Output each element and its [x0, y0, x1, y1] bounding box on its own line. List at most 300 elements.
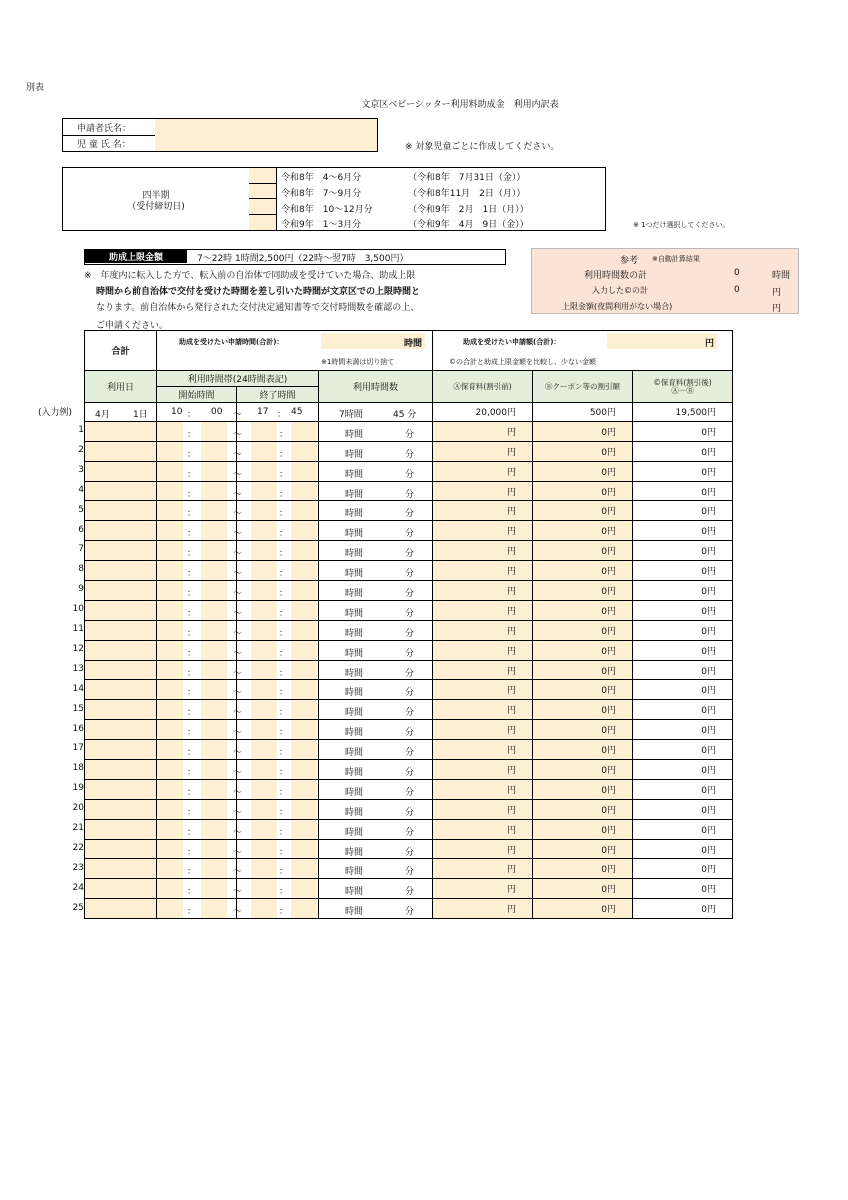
- start-hour-input[interactable]: [157, 740, 183, 759]
- form-title: 文京区ベビーシッター利用料助成金 利用内訳表: [361, 100, 559, 110]
- fee-input[interactable]: [433, 481, 533, 501]
- coupon-input[interactable]: [533, 600, 633, 620]
- col-net-line2: Ⓐ－Ⓑ: [671, 385, 694, 395]
- date-input[interactable]: [85, 899, 157, 919]
- range-tilde: ～: [233, 827, 243, 838]
- end-hour-input[interactable]: [251, 879, 277, 898]
- start-min-input[interactable]: [201, 760, 227, 779]
- coupon-input[interactable]: [533, 541, 633, 561]
- end-sep: ：: [279, 787, 289, 798]
- end-min-input[interactable]: [291, 581, 317, 600]
- net-value: 0円: [633, 859, 733, 879]
- end-hour-input[interactable]: [251, 501, 277, 520]
- start-sep: ：: [187, 529, 197, 540]
- row-number: 5: [78, 504, 84, 515]
- end-hour-input[interactable]: [251, 521, 277, 540]
- range-tilde: ～: [233, 589, 243, 600]
- date-input[interactable]: [85, 620, 157, 640]
- quarter-deadline-2: （令和8年11月 2日（月））: [408, 189, 526, 199]
- minutes-unit: 分: [405, 867, 415, 878]
- start-min-input[interactable]: [201, 621, 227, 640]
- coupon-value: 0円: [601, 905, 617, 916]
- coupon-input[interactable]: [533, 620, 633, 640]
- fee-input[interactable]: [433, 501, 533, 521]
- fee-input[interactable]: [433, 700, 533, 720]
- net-value: 0円: [633, 481, 733, 501]
- child-name-field[interactable]: [155, 135, 377, 151]
- child-name-label: 児 童 氏 名：: [77, 140, 131, 150]
- fee-input[interactable]: [433, 640, 533, 660]
- start-min-input[interactable]: [201, 700, 227, 719]
- date-input[interactable]: [85, 561, 157, 581]
- start-hour-input[interactable]: [157, 621, 183, 640]
- total-amount-cell: [433, 331, 733, 371]
- table-row: [85, 839, 733, 859]
- total-amount-note: ©の合計と助成上限金額を比較し、少ない金額: [449, 358, 597, 366]
- fee-unit: 円: [507, 885, 517, 896]
- fee-unit: 円: [507, 527, 517, 538]
- fee-input[interactable]: [433, 600, 533, 620]
- fee-input[interactable]: [433, 720, 533, 740]
- coupon-input[interactable]: [533, 501, 633, 521]
- end-min-input[interactable]: [291, 462, 317, 481]
- quarter-select-3[interactable]: [249, 199, 277, 215]
- end-min-input[interactable]: [291, 561, 317, 580]
- end-min-input[interactable]: [291, 680, 317, 699]
- quarter-deadline-3: （令和9年 2月 1日（月））: [408, 205, 529, 215]
- start-min-input[interactable]: [201, 442, 227, 461]
- total-hours-unit: 時間: [404, 339, 423, 349]
- net-value: 0円: [633, 521, 733, 541]
- start-min-input[interactable]: [201, 501, 227, 520]
- col-hours: 利用時間数: [319, 371, 433, 403]
- coupon-input[interactable]: [533, 561, 633, 581]
- row-number: 22: [72, 842, 84, 853]
- row-number: 21: [72, 823, 84, 833]
- coupon-input[interactable]: [533, 441, 633, 461]
- minutes-unit: 分: [405, 608, 415, 619]
- coupon-input[interactable]: [533, 421, 633, 441]
- end-min-input[interactable]: [291, 501, 317, 520]
- start-min-input[interactable]: [201, 482, 227, 501]
- coupon-input[interactable]: [533, 899, 633, 919]
- end-hour-input[interactable]: [251, 462, 277, 481]
- net-value: 0円: [633, 501, 733, 521]
- coupon-value: 0円: [601, 865, 617, 876]
- minutes-unit: 分: [405, 907, 415, 918]
- end-hour-input[interactable]: [251, 700, 277, 719]
- end-min-input[interactable]: [291, 720, 317, 739]
- fee-input[interactable]: [433, 779, 533, 799]
- start-min-input[interactable]: [201, 800, 227, 819]
- ref-net-label: 入力した©の計: [592, 286, 648, 295]
- start-hour-input[interactable]: [157, 800, 183, 819]
- total-amount-field[interactable]: [607, 333, 717, 349]
- date-input[interactable]: [85, 859, 157, 879]
- end-hour-input[interactable]: [251, 422, 277, 441]
- date-input[interactable]: [85, 521, 157, 541]
- date-input[interactable]: [85, 581, 157, 601]
- start-hour-input[interactable]: [157, 581, 183, 600]
- table-row: [85, 640, 733, 660]
- range-tilde: ～: [233, 708, 243, 719]
- coupon-input[interactable]: [533, 720, 633, 740]
- start-hour-input[interactable]: [157, 521, 183, 540]
- coupon-input[interactable]: [533, 779, 633, 799]
- start-hour-input[interactable]: [157, 482, 183, 501]
- end-hour-input[interactable]: [251, 899, 277, 918]
- date-input[interactable]: [85, 640, 157, 660]
- fee-unit: 円: [507, 865, 517, 876]
- hours-unit: 時間: [345, 589, 364, 600]
- start-sep: ：: [187, 887, 197, 898]
- end-min-input[interactable]: [291, 661, 317, 680]
- start-hour-input[interactable]: [157, 700, 183, 719]
- start-min-input[interactable]: [201, 521, 227, 540]
- start-min-input[interactable]: [201, 859, 227, 878]
- end-sep: ：: [279, 827, 289, 838]
- fee-unit: 円: [507, 785, 517, 796]
- start-hour-input[interactable]: [157, 820, 183, 839]
- net-value: 0円: [633, 561, 733, 581]
- start-hour-input[interactable]: [157, 641, 183, 660]
- quarter-select-4[interactable]: [249, 215, 277, 231]
- start-min-input[interactable]: [201, 661, 227, 680]
- fee-input[interactable]: [433, 839, 533, 859]
- date-input[interactable]: [85, 501, 157, 521]
- end-min-input[interactable]: [291, 521, 317, 540]
- start-hour-input[interactable]: [157, 661, 183, 680]
- fee-input[interactable]: [433, 740, 533, 760]
- end-sep: ：: [279, 628, 289, 639]
- net-value: 0円: [633, 660, 733, 680]
- end-hour-input[interactable]: [251, 601, 277, 620]
- date-input[interactable]: [85, 720, 157, 740]
- fee-input[interactable]: [433, 859, 533, 879]
- end-hour-input[interactable]: [251, 740, 277, 759]
- example-row: [85, 403, 733, 422]
- coupon-value: 0円: [601, 467, 617, 478]
- example-day: 1日: [133, 410, 148, 420]
- end-min-input[interactable]: [291, 482, 317, 501]
- end-min-input[interactable]: [291, 740, 317, 759]
- coupon-input[interactable]: [533, 640, 633, 660]
- end-hour-input[interactable]: [251, 621, 277, 640]
- start-hour-input[interactable]: [157, 541, 183, 560]
- date-input[interactable]: [85, 461, 157, 481]
- table-row: [85, 501, 733, 521]
- fee-unit: 円: [507, 765, 517, 776]
- end-min-input[interactable]: [291, 621, 317, 640]
- start-hour-input[interactable]: [157, 422, 183, 441]
- reference-title: 参考: [620, 256, 639, 266]
- start-min-input[interactable]: [201, 740, 227, 759]
- row-number: 7: [78, 544, 84, 555]
- end-min-input[interactable]: [291, 840, 317, 859]
- start-min-input[interactable]: [201, 641, 227, 660]
- end-hour-input[interactable]: [251, 780, 277, 799]
- coupon-input[interactable]: [533, 521, 633, 541]
- start-hour-input[interactable]: [157, 899, 183, 918]
- start-hour-input[interactable]: [157, 859, 183, 878]
- range-tilde: ～: [233, 489, 243, 500]
- date-input[interactable]: [85, 680, 157, 700]
- start-hour-input[interactable]: [157, 720, 183, 739]
- fee-input[interactable]: [433, 899, 533, 919]
- coupon-input[interactable]: [533, 760, 633, 780]
- range-tilde: ～: [233, 469, 243, 480]
- start-min-input[interactable]: [201, 601, 227, 620]
- end-sep: ：: [279, 648, 289, 659]
- end-min-input[interactable]: [291, 442, 317, 461]
- end-hour-input[interactable]: [251, 561, 277, 580]
- end-min-input[interactable]: [291, 820, 317, 839]
- coupon-input[interactable]: [533, 879, 633, 899]
- coupon-input[interactable]: [533, 581, 633, 601]
- end-min-input[interactable]: [291, 601, 317, 620]
- range-tilde: ～: [233, 549, 243, 560]
- fee-input[interactable]: [433, 461, 533, 481]
- end-min-input[interactable]: [291, 641, 317, 660]
- start-min-input[interactable]: [201, 541, 227, 560]
- minutes-unit: 分: [405, 449, 415, 460]
- start-min-input[interactable]: [201, 840, 227, 859]
- quarter-select-2[interactable]: [249, 184, 277, 200]
- minutes-unit: 分: [405, 469, 415, 480]
- start-min-input[interactable]: [201, 879, 227, 898]
- range-tilde: ～: [233, 867, 243, 878]
- end-hour-input[interactable]: [251, 760, 277, 779]
- coupon-input[interactable]: [533, 799, 633, 819]
- end-min-input[interactable]: [291, 422, 317, 441]
- fee-input[interactable]: [433, 541, 533, 561]
- date-input[interactable]: [85, 839, 157, 859]
- limit-note-4: ご申請ください。: [96, 321, 169, 331]
- start-hour-input[interactable]: [157, 442, 183, 461]
- start-hour-input[interactable]: [157, 840, 183, 859]
- range-tilde: ～: [233, 429, 243, 440]
- applicant-name-field[interactable]: [155, 119, 377, 135]
- fee-input[interactable]: [433, 441, 533, 461]
- row-number: 16: [72, 723, 84, 734]
- table-row: [85, 899, 733, 919]
- quarter-label: 四半期: [142, 191, 170, 201]
- end-hour-input[interactable]: [251, 581, 277, 600]
- row-number: 25: [72, 902, 84, 913]
- coupon-input[interactable]: [533, 740, 633, 760]
- hours-unit: 時間: [345, 668, 364, 679]
- row-number: 2: [78, 444, 84, 455]
- start-min-input[interactable]: [201, 581, 227, 600]
- coupon-input[interactable]: [533, 819, 633, 839]
- fee-input[interactable]: [433, 819, 533, 839]
- date-input[interactable]: [85, 541, 157, 561]
- fee-input[interactable]: [433, 421, 533, 441]
- col-start: 開始時間: [157, 387, 237, 403]
- start-min-input[interactable]: [201, 720, 227, 739]
- date-input[interactable]: [85, 879, 157, 899]
- start-min-input[interactable]: [201, 680, 227, 699]
- date-input[interactable]: [85, 600, 157, 620]
- start-min-input[interactable]: [201, 561, 227, 580]
- end-min-input[interactable]: [291, 760, 317, 779]
- start-hour-input[interactable]: [157, 561, 183, 580]
- fee-input[interactable]: [433, 660, 533, 680]
- end-min-input[interactable]: [291, 859, 317, 878]
- end-hour-input[interactable]: [251, 859, 277, 878]
- fee-input[interactable]: [433, 879, 533, 899]
- start-hour-input[interactable]: [157, 501, 183, 520]
- fee-unit: 円: [507, 467, 517, 478]
- fee-unit: 円: [507, 646, 517, 657]
- end-hour-input[interactable]: [251, 720, 277, 739]
- ref-hours-label: 利用時間数の計: [584, 271, 648, 281]
- hours-unit: 時間: [345, 867, 364, 878]
- example-end-hour: 17: [257, 407, 269, 417]
- fee-input[interactable]: [433, 620, 533, 640]
- end-min-input[interactable]: [291, 780, 317, 799]
- start-hour-input[interactable]: [157, 680, 183, 699]
- end-hour-input[interactable]: [251, 800, 277, 819]
- start-sep: ：: [187, 768, 197, 779]
- end-sep: ：: [279, 469, 289, 480]
- end-min-input[interactable]: [291, 700, 317, 719]
- date-input[interactable]: [85, 660, 157, 680]
- ref-hours-value: 0: [734, 268, 740, 278]
- fee-unit: 円: [507, 746, 517, 757]
- start-hour-input[interactable]: [157, 780, 183, 799]
- date-input[interactable]: [85, 819, 157, 839]
- start-min-input[interactable]: [201, 422, 227, 441]
- minutes-unit: 分: [405, 827, 415, 838]
- end-min-input[interactable]: [291, 899, 317, 918]
- start-min-input[interactable]: [201, 780, 227, 799]
- start-hour-input[interactable]: [157, 760, 183, 779]
- date-input[interactable]: [85, 421, 157, 441]
- start-sep: ：: [187, 569, 197, 580]
- coupon-value: 0円: [601, 785, 617, 796]
- coupon-input[interactable]: [533, 461, 633, 481]
- example-net: 19,500円: [633, 403, 733, 422]
- end-hour-input[interactable]: [251, 840, 277, 859]
- row-number: 13: [72, 663, 84, 674]
- end-hour-input[interactable]: [251, 442, 277, 461]
- range-tilde: ～: [233, 768, 243, 779]
- coupon-value: 0円: [601, 447, 617, 458]
- quarter-period-3: 令和8年 10～12月分: [281, 205, 373, 215]
- coupon-value: 0円: [601, 666, 617, 677]
- total-hours-note: ※1時間未満は切り捨て: [321, 358, 395, 366]
- range-tilde: ～: [233, 449, 243, 460]
- fee-input[interactable]: [433, 581, 533, 601]
- coupon-input[interactable]: [533, 839, 633, 859]
- end-min-input[interactable]: [291, 800, 317, 819]
- end-min-input[interactable]: [291, 541, 317, 560]
- date-input[interactable]: [85, 481, 157, 501]
- date-input[interactable]: [85, 740, 157, 760]
- hours-unit: 時間: [345, 549, 364, 560]
- quarter-select-1[interactable]: [249, 168, 277, 184]
- col-date: 利用日: [85, 371, 157, 403]
- date-input[interactable]: [85, 700, 157, 720]
- start-min-input[interactable]: [201, 820, 227, 839]
- start-hour-input[interactable]: [157, 601, 183, 620]
- end-hour-input[interactable]: [251, 482, 277, 501]
- coupon-input[interactable]: [533, 700, 633, 720]
- coupon-value: 0円: [601, 765, 617, 776]
- start-min-input[interactable]: [201, 462, 227, 481]
- range-tilde: ～: [233, 569, 243, 580]
- fee-input[interactable]: [433, 561, 533, 581]
- table-row: [85, 521, 733, 541]
- ref-hours-unit: 時間: [772, 271, 791, 281]
- fee-unit: 円: [507, 666, 517, 677]
- fee-unit: 円: [507, 726, 517, 737]
- start-hour-input[interactable]: [157, 879, 183, 898]
- range-tilde: ～: [233, 847, 243, 858]
- total-label: 合計: [111, 347, 130, 357]
- net-value: 0円: [633, 819, 733, 839]
- coupon-input[interactable]: [533, 481, 633, 501]
- end-sep: ：: [279, 429, 289, 440]
- start-sep: ：: [187, 668, 197, 679]
- minutes-unit: 分: [405, 807, 415, 818]
- quarter-box: [62, 167, 606, 231]
- end-sep: ：: [279, 688, 289, 699]
- fee-unit: 円: [507, 547, 517, 558]
- col-timeband: 利用時間帯(24時間表記): [157, 371, 319, 387]
- coupon-input[interactable]: [533, 680, 633, 700]
- start-min-input[interactable]: [201, 899, 227, 918]
- row-number: 19: [72, 783, 84, 794]
- table-row: [85, 660, 733, 680]
- end-sep: ：: [279, 907, 289, 918]
- minutes-unit: 分: [405, 429, 415, 440]
- fee-input[interactable]: [433, 799, 533, 819]
- reference-box: [531, 248, 799, 314]
- end-hour-input[interactable]: [251, 641, 277, 660]
- reference-subtitle: ※自動計算結果: [652, 255, 700, 263]
- row-number: 10: [72, 604, 84, 615]
- end-hour-input[interactable]: [251, 680, 277, 699]
- date-input[interactable]: [85, 760, 157, 780]
- date-input[interactable]: [85, 779, 157, 799]
- fee-input[interactable]: [433, 680, 533, 700]
- hours-unit: 時間: [345, 469, 364, 480]
- total-hours-label: 助成を受けたい申請時間(合計)：: [179, 338, 284, 346]
- date-input[interactable]: [85, 799, 157, 819]
- fee-input[interactable]: [433, 521, 533, 541]
- quarter-sublabel: （受付締切日): [127, 202, 185, 212]
- end-hour-input[interactable]: [251, 661, 277, 680]
- row-number: 20: [72, 803, 84, 814]
- table-row: [85, 799, 733, 819]
- coupon-input[interactable]: [533, 660, 633, 680]
- date-input[interactable]: [85, 441, 157, 461]
- end-hour-input[interactable]: [251, 820, 277, 839]
- net-value: 0円: [633, 600, 733, 620]
- end-min-input[interactable]: [291, 879, 317, 898]
- coupon-input[interactable]: [533, 859, 633, 879]
- range-tilde: ～: [233, 907, 243, 918]
- example-fee: 20,000円: [433, 403, 533, 422]
- start-sep: ：: [187, 907, 197, 918]
- fee-input[interactable]: [433, 760, 533, 780]
- end-hour-input[interactable]: [251, 541, 277, 560]
- start-hour-input[interactable]: [157, 462, 183, 481]
- range-tilde: ～: [233, 608, 243, 619]
- example-tilde: ～: [233, 410, 243, 420]
